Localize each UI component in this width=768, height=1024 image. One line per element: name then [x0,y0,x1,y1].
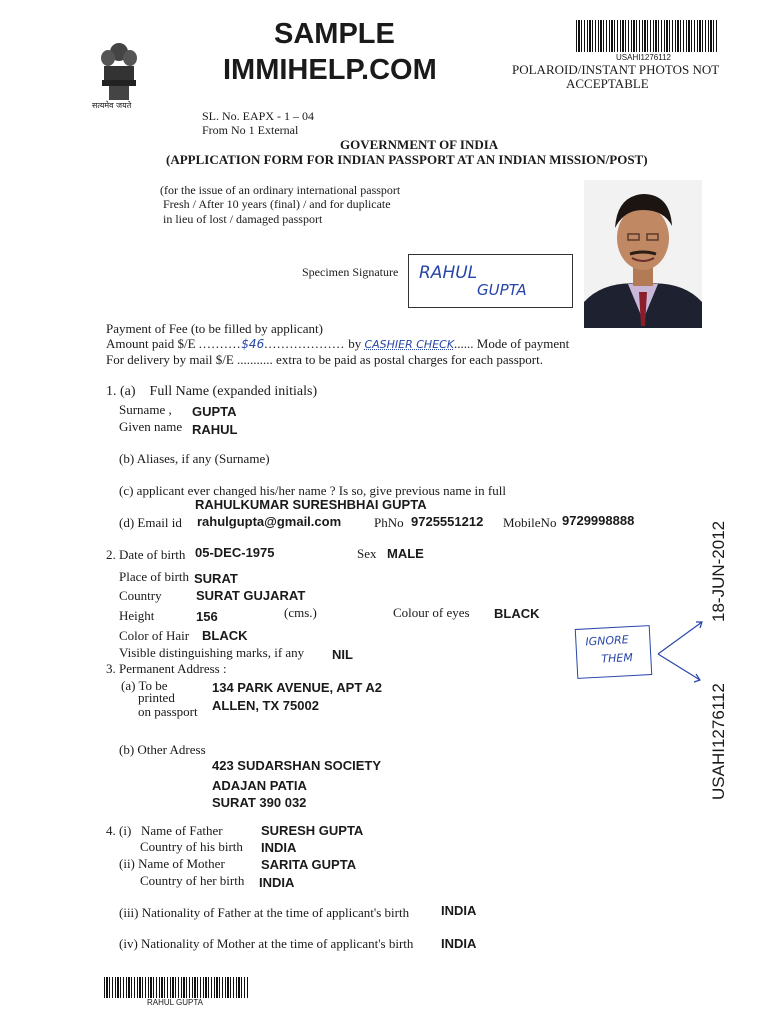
surname-value: GUPTA [192,404,237,419]
footer-barcode [104,977,248,998]
footer-barcode-caption: RAHUL GUPTA [147,998,204,1007]
address-a-label1: (a) To be [121,678,168,693]
method-dots: ...... [454,336,474,351]
father-country-value: INDIA [261,840,297,855]
father-nationality-label: (iii) Nationality of Father at the time of applicant's birth [119,905,410,920]
previous-name-value: RAHULKUMAR SURESHBHAI GUPTA [195,497,427,512]
country-label: Country [119,588,162,603]
surname-label: Surname , [119,402,172,417]
handwritten-note-box [575,625,653,679]
signature-handwriting-line1: RAHUL [419,263,478,283]
header-barcode-id: USAHI1276112 [616,53,671,62]
father-nationality-value: INDIA [441,903,477,918]
delivery-line: For delivery by mail $/E ........... extra to be paid as postal charges for each passport. [106,352,543,367]
mother-country-value: INDIA [259,875,295,890]
side-date-stamp: 18-JUN-2012 [709,520,728,622]
applicant-photo [584,180,702,328]
given-name-label: Given name [119,419,183,434]
mother-nationality-label: (iv) Nationality of Mother at the time of applicant's birth [119,936,414,951]
purpose-line1: (for the issue of an ordinary international passport [160,183,401,197]
father-name-value: SURESH GUPTA [261,823,364,838]
amount-value: $46 [241,337,265,351]
header-barcode [576,20,719,52]
dob-label: 2. Date of birth [106,547,186,562]
address-b-line1: 423 SUDARSHAN SOCIETY [212,758,382,773]
amount-dots: .......... [198,336,242,351]
phone-label: PhNo [374,515,404,530]
by-label: by [348,336,362,351]
payment-amount-row [106,336,569,352]
aliases-label: (b) Aliases, if any (Surname) [119,451,270,466]
sample-watermark-line2: IMMIHELP.COM [223,54,437,86]
father-country-label: Country of his birth [140,839,243,854]
height-unit-label: (cms.) [284,605,317,620]
mobile-label: MobileNo [503,515,557,530]
sex-value: MALE [387,546,424,561]
mother-name-value: SARITA GUPTA [261,857,357,872]
height-value: 156 [196,609,218,624]
address-a-line1: 134 PARK AVENUE, APT A2 [212,680,383,695]
purpose-line3: in lieu of lost / damaged passport [163,212,323,226]
address-b-label: (b) Other Adress [119,742,206,757]
mother-country-label: Country of her birth [140,873,245,888]
address-a-label3: on passport [138,704,198,719]
sample-watermark-line1: SAMPLE [274,18,395,50]
note-arrows-icon [652,614,712,694]
emblem-icon [94,38,144,108]
marks-value: NIL [332,647,353,662]
place-of-birth-label: Place of birth [119,569,190,584]
signature-label: Specimen Signature [302,265,399,279]
given-name-value: RAHUL [192,422,238,437]
height-label: Height [119,608,155,623]
address-a-line2: ALLEN, TX 75002 [212,698,319,713]
amount-label: Amount paid $/E [106,336,196,351]
mother-nationality-value: INDIA [441,936,477,951]
form-title: (APPLICATION FORM FOR INDIAN PASSPORT AT AN INDIAN MISSION/POST) [166,152,648,167]
phone-value: 9725551212 [411,514,484,529]
place-of-birth-value: SURAT [194,571,238,586]
form-number: From No 1 External [202,123,299,137]
note-line2: THEM [601,651,634,666]
father-name-label: 4. (i) Name of Father [106,823,223,838]
full-name-heading: 1. (a) Full Name (expanded initials) [106,384,318,399]
side-id-stamp: USAHI1276112 [709,683,728,800]
payment-heading: Payment of Fee (to be filled by applicant) [106,321,323,336]
eye-colour-value: BLACK [494,606,540,621]
dob-value: 05-DEC-1975 [195,545,275,560]
polaroid-notice-line2: ACCEPTABLE [566,76,649,91]
amount-dots-2: ................... [264,336,345,351]
hair-colour-value: BLACK [202,628,248,643]
email-value: rahulgupta@gmail.com [197,514,342,529]
government-title: GOVERNMENT OF INDIA [340,137,499,152]
mobile-value: 9729998888 [562,513,635,528]
name-changed-label: (c) applicant ever changed his/her name ? Is so, give previous name in full [119,483,506,498]
note-line1: IGNORE [585,633,629,649]
country-value: SURAT GUJARAT [196,588,306,603]
sex-label: Sex [357,546,377,561]
permanent-address-heading: 3. Permanent Address : [106,661,227,676]
signature-box [408,254,573,308]
mode-of-payment-label: Mode of payment [476,336,570,351]
serial-number: SL. No. EAPX - 1 – 04 [202,109,315,123]
address-b-line2: ADAJAN PATIA [212,778,307,793]
emblem-caption: सत्यमेव जयते [92,101,132,110]
national-emblem [94,38,144,116]
address-a-label2: printed [138,690,175,705]
polaroid-notice-line1: POLAROID/INSTANT PHOTOS NOT [512,62,720,77]
mother-name-label: (ii) Name of Mother [119,856,225,871]
address-b-line3: SURAT 390 032 [212,795,307,810]
purpose-line2: Fresh / After 10 years (final) / and for duplicate [163,197,391,211]
eye-colour-label: Colour of eyes [393,605,470,620]
payment-method-value: CASHIER CHECK [364,338,455,351]
email-label: (d) Email id [119,515,182,530]
signature-handwriting-line2: GUPTA [477,281,527,299]
marks-label: Visible distinguishing marks, if any [119,645,305,660]
hair-colour-label: Color of Hair [119,628,190,643]
